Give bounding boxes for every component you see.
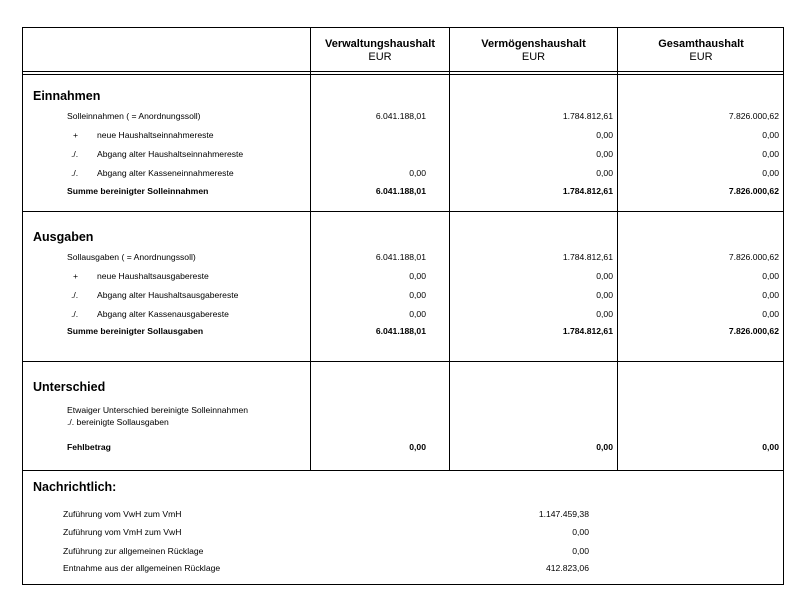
column-title: Verwaltungshaushalt bbox=[324, 38, 436, 50]
value-verwaltung: 0,00 bbox=[409, 442, 426, 452]
row-label: neue Haushaltseinnahmereste bbox=[97, 130, 214, 140]
note-value: 1.147.459,38 bbox=[538, 509, 589, 519]
row-label: Abgang alter Kassenausgabereste bbox=[97, 309, 229, 319]
column-header-gesamt bbox=[618, 38, 784, 64]
value-verwaltung: 6.041.188,01 bbox=[375, 326, 426, 336]
value-gesamt: 7.826.000,62 bbox=[728, 252, 779, 262]
unterschied-description-line1: Etwaiger Unterschied bereinigte Solleinnahmen bbox=[67, 405, 249, 415]
column-unit: EUR bbox=[368, 51, 392, 63]
value-gesamt: 0,00 bbox=[762, 130, 779, 140]
value-gesamt: 7.826.000,62 bbox=[728, 186, 779, 196]
value-vermoegen: 1.784.812,61 bbox=[562, 326, 613, 336]
value-verwaltung: 6.041.188,01 bbox=[375, 186, 426, 196]
column-unit: EUR bbox=[689, 51, 713, 63]
row-sign: ./. bbox=[71, 168, 79, 178]
value-verwaltung: 6.041.188,01 bbox=[375, 111, 426, 121]
value-vermoegen: 0,00 bbox=[596, 442, 613, 452]
value-gesamt: 0,00 bbox=[762, 149, 779, 159]
row-label: neue Haushaltsausgabereste bbox=[97, 271, 209, 281]
row-sign: + bbox=[73, 130, 79, 140]
note-value: 412.823,06 bbox=[545, 563, 589, 573]
section-title-ausgaben: Ausgaben bbox=[33, 230, 94, 244]
row-sign: + bbox=[73, 271, 79, 281]
value-verwaltung: 0,00 bbox=[409, 290, 426, 300]
unterschied-description-line2: ./. bereinigte Sollausgaben bbox=[67, 417, 169, 427]
row-label: Abgang alter Kasseneinnahmereste bbox=[97, 168, 234, 178]
value-verwaltung: 0,00 bbox=[409, 271, 426, 281]
section-title-einnahmen: Einnahmen bbox=[33, 89, 101, 103]
value-vermoegen: 0,00 bbox=[596, 290, 613, 300]
column-divider-2 bbox=[449, 28, 450, 470]
column-title: Gesamthaushalt bbox=[658, 38, 744, 50]
value-vermoegen: 0,00 bbox=[596, 149, 613, 159]
section-title-nachrichtlich: Nachrichtlich: bbox=[33, 480, 117, 494]
note-label: Entnahme aus der allgemeinen Rücklage bbox=[63, 563, 221, 573]
value-vermoegen: 1.784.812,61 bbox=[562, 186, 613, 196]
sum-label: Summe bereinigter Solleinnahmen bbox=[67, 186, 209, 196]
value-vermoegen: 1.784.812,61 bbox=[562, 252, 613, 262]
value-verwaltung: 6.041.188,01 bbox=[375, 252, 426, 262]
value-gesamt: 0,00 bbox=[762, 309, 779, 319]
row-label: Sollausgaben ( = Anordnungssoll) bbox=[67, 252, 196, 262]
column-title: Vermögenshaushalt bbox=[481, 38, 586, 50]
note-value: 0,00 bbox=[572, 546, 589, 556]
section-divider bbox=[23, 211, 783, 212]
column-unit: EUR bbox=[521, 51, 546, 63]
section-divider bbox=[23, 361, 783, 362]
value-gesamt: 0,00 bbox=[762, 290, 779, 300]
row-sign: ./. bbox=[71, 309, 79, 319]
value-gesamt: 0,00 bbox=[762, 168, 779, 178]
note-label: Zuführung zur allgemeinen Rücklage bbox=[63, 546, 204, 556]
section-title-unterschied: Unterschied bbox=[33, 380, 106, 394]
value-verwaltung: 0,00 bbox=[409, 309, 426, 319]
value-gesamt: 7.826.000,62 bbox=[728, 326, 779, 336]
note-label: Zuführung vom VwH zum VmH bbox=[63, 509, 182, 519]
budget-table bbox=[22, 27, 784, 585]
column-divider-1 bbox=[310, 28, 311, 470]
value-gesamt: 0,00 bbox=[762, 442, 779, 452]
column-header-vermoegen bbox=[450, 38, 617, 64]
value-verwaltung: 0,00 bbox=[409, 168, 426, 178]
column-header-verwaltung bbox=[311, 38, 449, 64]
value-vermoegen: 0,00 bbox=[596, 168, 613, 178]
header-divider bbox=[23, 71, 783, 75]
row-sign: ./. bbox=[71, 149, 79, 159]
row-label: Abgang alter Haushaltsausgabereste bbox=[97, 290, 239, 300]
value-gesamt: 0,00 bbox=[762, 271, 779, 281]
note-label: Zuführung vom VmH zum VwH bbox=[63, 527, 182, 537]
row-label: Solleinnahmen ( = Anordnungssoll) bbox=[67, 111, 201, 121]
value-gesamt: 7.826.000,62 bbox=[728, 111, 779, 121]
value-vermoegen: 0,00 bbox=[596, 309, 613, 319]
row-label: Abgang alter Haushaltseinnahmereste bbox=[97, 149, 244, 159]
column-divider-3 bbox=[617, 28, 618, 470]
value-vermoegen: 0,00 bbox=[596, 130, 613, 140]
value-vermoegen: 1.784.812,61 bbox=[562, 111, 613, 121]
row-sign: ./. bbox=[71, 290, 79, 300]
fehlbetrag-label: Fehlbetrag bbox=[67, 442, 111, 452]
note-value: 0,00 bbox=[572, 527, 589, 537]
sum-label: Summe bereinigter Sollausgaben bbox=[67, 326, 204, 336]
value-vermoegen: 0,00 bbox=[596, 271, 613, 281]
section-divider bbox=[23, 470, 783, 471]
